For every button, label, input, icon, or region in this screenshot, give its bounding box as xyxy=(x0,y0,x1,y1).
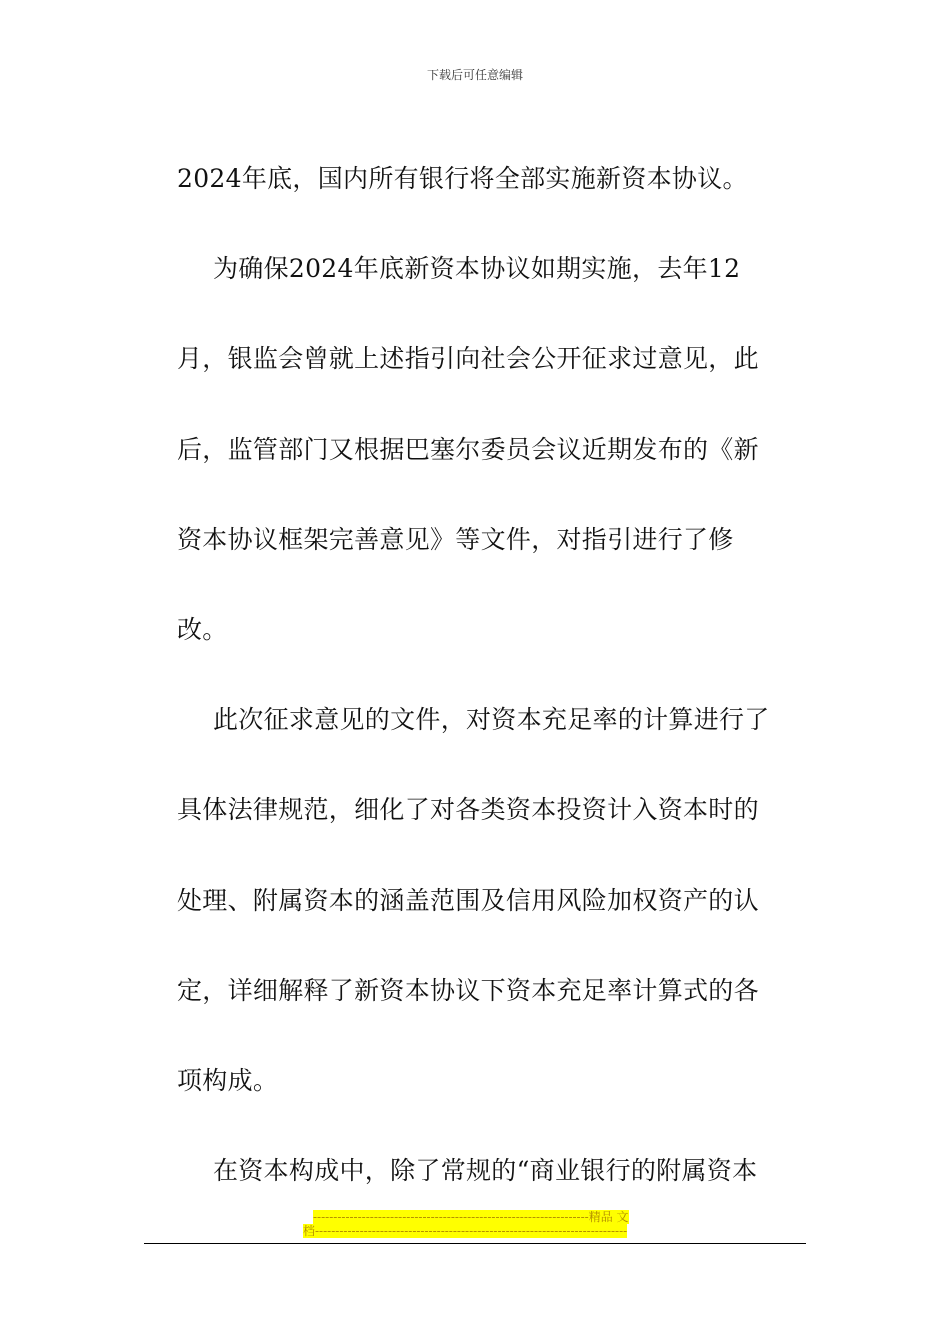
page-footer xyxy=(303,1210,648,1238)
footer-highlight: --------------------------------------------------------------------精品 文 xyxy=(313,1210,629,1224)
paragraph-line: 在资本构成中，除了常规的“商业银行的附属资本 xyxy=(213,1156,758,1186)
document-body xyxy=(177,134,787,1216)
paragraph-line: 改。 xyxy=(177,614,228,644)
paragraph-line: 后，监管部门又根据巴塞尔委员会议近期发布的《新 xyxy=(177,434,759,464)
paragraph-line: 2024年底，国内所有银行将全部实施新资本协议。 xyxy=(177,164,748,193)
paragraph-line: 项构成。 xyxy=(177,1065,279,1095)
paragraph-line: 为确保2024年底新资本协议如期实施，去年12 xyxy=(213,254,741,284)
paragraph-line: 资本协议框架完善意见》等文件，对指引进行了修 xyxy=(177,524,734,554)
footer-line-2 xyxy=(303,1224,648,1238)
footer-line-1 xyxy=(303,1210,648,1224)
page-header: 下载后可任意编辑 xyxy=(426,68,523,82)
footer-divider xyxy=(144,1243,806,1244)
paragraph-line: 处理、附属资本的涵盖范围及信用风险加权资产的认 xyxy=(177,885,759,915)
paragraph-line: 具体法律规范，细化了对各类资本投资计入资本时的 xyxy=(177,795,759,825)
paragraph-line: 此次征求意见的文件，对资本充足率的计算进行了 xyxy=(213,705,770,735)
paragraph-line: 定，详细解释了新资本协议下资本充足率计算式的各 xyxy=(177,975,759,1005)
paragraph-line: 月，银监会曾就上述指引向社会公开征求过意见，此 xyxy=(177,344,759,374)
footer-highlight: 档----------------------------------------------------------------------------- xyxy=(303,1224,628,1238)
